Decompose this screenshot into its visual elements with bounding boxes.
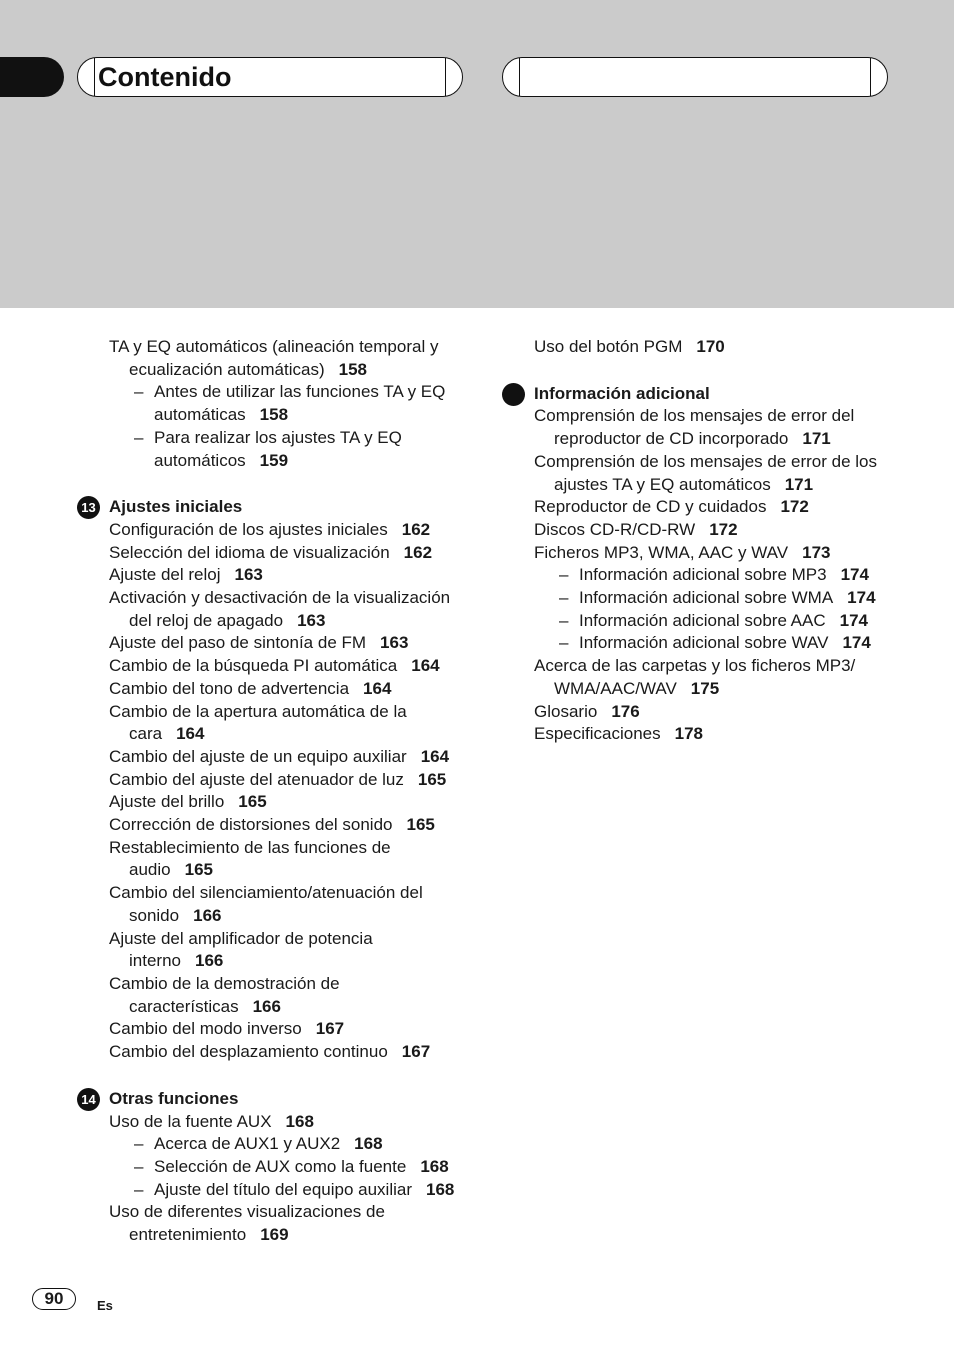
toc-entry-page: 165 xyxy=(406,815,435,835)
section-title: Otras funciones xyxy=(109,1088,239,1108)
toc-entry-page: 174 xyxy=(840,565,869,585)
toc-entry xyxy=(534,587,894,610)
toc-entry-page: 165 xyxy=(184,860,213,880)
toc-entry-text: Cambio de la búsqueda PI automática xyxy=(109,656,398,676)
toc-entry xyxy=(109,381,469,426)
dash-bullet: – xyxy=(559,633,569,653)
toc-entry-text: Glosario xyxy=(534,701,598,721)
toc-entry-text: Cambio del ajuste del atenuador de luz xyxy=(109,769,404,789)
toc-entry xyxy=(109,701,469,746)
toc-entry-text: Ajuste del título del equipo auxiliar xyxy=(154,1179,412,1199)
dash-bullet: – xyxy=(134,1134,144,1154)
language-code: Es xyxy=(97,1298,113,1313)
toc-entry-text: Discos CD-R/CD-RW xyxy=(534,519,696,539)
toc-entry xyxy=(109,837,469,882)
toc-entry xyxy=(534,336,894,359)
toc-entry xyxy=(534,655,894,700)
toc-entry-page: 168 xyxy=(426,1179,455,1199)
toc-entry-page: 168 xyxy=(285,1111,314,1131)
toc-entry-text: Especificaciones xyxy=(534,724,661,744)
toc-entry xyxy=(109,564,469,587)
toc-entry xyxy=(109,1018,469,1041)
toc-entry-page: 163 xyxy=(234,565,263,585)
toc-entry xyxy=(109,336,469,381)
toc-section-15-items xyxy=(534,405,894,746)
toc-entry xyxy=(534,496,894,519)
toc-entry xyxy=(534,405,894,450)
toc-entry-text: Información adicional sobre WAV xyxy=(579,633,829,653)
toc-entry-text: TA y EQ automáticos (alineación temporal y ecualización automáticas) xyxy=(109,337,439,379)
page-title: Contenido xyxy=(98,62,232,92)
toc-entry-page: 170 xyxy=(696,337,725,356)
toc-entry xyxy=(534,519,894,542)
toc-entry xyxy=(534,632,894,655)
toc-entry xyxy=(109,632,469,655)
toc-entry-page: 168 xyxy=(354,1134,383,1154)
toc-entry xyxy=(109,1156,469,1179)
toc-entry xyxy=(534,564,894,587)
toc-entry-page: 159 xyxy=(259,450,289,470)
toc-entry-page: 175 xyxy=(690,678,720,698)
toc-entry-text: Selección del idioma de visualización xyxy=(109,542,390,562)
toc-entry xyxy=(109,519,469,542)
toc-entry xyxy=(534,610,894,633)
toc-entry-page: 174 xyxy=(847,588,876,608)
section-tab-marker xyxy=(0,57,64,97)
section-heading-informacion-adicional xyxy=(534,383,894,406)
dash-bullet: – xyxy=(559,610,569,630)
toc-entry-page: 158 xyxy=(338,359,367,379)
toc-entry-page: 171 xyxy=(802,429,831,449)
toc-entry-page: 167 xyxy=(401,1042,431,1062)
section-title: Información adicional xyxy=(534,383,710,403)
toc-right-intro xyxy=(534,336,894,359)
toc-entry xyxy=(109,1179,469,1202)
toc-entry-page: 174 xyxy=(839,610,869,630)
toc-entry-text: Cambio del ajuste de un equipo auxiliar xyxy=(109,746,407,766)
toc-entry xyxy=(109,542,469,565)
section-heading-ajustes-iniciales xyxy=(81,496,469,519)
toc-entry-text: Uso de diferentes visualizaciones de entretenimiento xyxy=(109,1202,385,1245)
page-number: 90 xyxy=(32,1288,76,1310)
toc-entry-text: Cambio del modo inverso xyxy=(109,1019,302,1039)
toc-entry-text: Ajuste del brillo xyxy=(109,792,225,812)
toc-entry xyxy=(534,723,894,746)
toc-entry xyxy=(109,746,469,769)
toc-entry-page: 173 xyxy=(802,542,831,562)
toc-entry xyxy=(109,1133,469,1156)
toc-entry-page: 163 xyxy=(297,610,326,630)
toc-entry-text: Ajuste del paso de sintonía de FM xyxy=(109,633,367,653)
toc-entry-text: Información adicional sobre WMA xyxy=(579,588,834,608)
toc-entry-page: 174 xyxy=(842,633,871,653)
toc-entry xyxy=(109,882,469,927)
toc-section-14-items xyxy=(109,1111,469,1247)
toc-entry-page: 164 xyxy=(363,678,392,698)
section-number-badge: 14 xyxy=(77,1088,100,1111)
toc-entry-text: Cambio de la demostración de características xyxy=(109,973,340,1016)
toc-entry-text: Cambio del silenciamiento/atenuación del sonido xyxy=(109,883,423,925)
toc-entry xyxy=(534,542,894,565)
toc-entry-text: Activación y desactivación de la visualización del reloj de apagado xyxy=(109,588,451,630)
toc-entry-text: Para realizar los ajustes TA y EQ automáticos xyxy=(154,427,402,470)
toc-entry xyxy=(109,791,469,814)
toc-entry-page: 167 xyxy=(315,1019,345,1039)
toc-left-column xyxy=(81,336,469,1247)
toc-entry-text: Acerca de las carpetas y los ficheros MP3/ WMA/AAC/WAV xyxy=(534,656,856,698)
toc-entry xyxy=(109,973,469,1018)
toc-entry-text: Comprensión de los mensajes de error del reproductor de CD incorporado xyxy=(534,406,855,449)
toc-entry-page: 165 xyxy=(238,792,267,812)
dash-bullet: – xyxy=(134,1156,144,1176)
toc-entry-page: 164 xyxy=(176,724,205,744)
toc-entry-page: 162 xyxy=(401,519,431,539)
toc-entry-text: Ajuste del reloj xyxy=(109,565,221,585)
toc-entry xyxy=(109,928,469,973)
toc-section-13-items xyxy=(109,519,469,1064)
toc-entry-text: Reproductor de CD y cuidados xyxy=(534,497,767,517)
toc-right-column xyxy=(534,336,894,746)
toc-entry-text: Ajuste del amplificador de potencia interno xyxy=(109,928,373,971)
toc-entry xyxy=(534,451,894,496)
toc-entry-page: 176 xyxy=(611,701,640,721)
toc-entry-page: 172 xyxy=(780,497,809,517)
toc-entry xyxy=(534,701,894,724)
toc-entry-text: Configuración de los ajustes iniciales xyxy=(109,519,388,539)
toc-entry-page: 178 xyxy=(674,724,703,744)
toc-entry-page: 166 xyxy=(194,951,224,971)
toc-entry-text: Cambio del desplazamiento continuo xyxy=(109,1042,388,1062)
toc-left-intro xyxy=(109,336,469,472)
toc-entry-page: 164 xyxy=(411,656,440,676)
header-band xyxy=(0,0,954,308)
title-box xyxy=(77,57,463,97)
toc-entry-text: Uso de la fuente AUX xyxy=(109,1111,272,1131)
toc-entry-page: 171 xyxy=(784,474,814,494)
toc-entry-text: Comprensión de los mensajes de error de los ajustes TA y EQ automáticos xyxy=(534,451,878,494)
toc-entry-page: 165 xyxy=(417,769,447,789)
section-number-badge: 13 xyxy=(77,496,100,519)
dash-bullet: – xyxy=(134,1179,144,1199)
toc-entry-text: Selección de AUX como la fuente xyxy=(154,1156,407,1176)
toc-entry xyxy=(109,587,469,632)
toc-entry-text: Ficheros MP3, WMA, AAC y WAV xyxy=(534,542,789,562)
dash-bullet: – xyxy=(559,565,569,585)
toc-entry-text: Información adicional sobre AAC xyxy=(579,610,826,630)
toc-entry xyxy=(109,678,469,701)
toc-entry-page: 163 xyxy=(380,633,409,653)
toc-entry-page: 158 xyxy=(259,405,289,425)
toc-entry-page: 162 xyxy=(403,542,433,562)
toc-entry-page: 164 xyxy=(420,746,450,766)
toc-entry-page: 166 xyxy=(252,996,281,1016)
toc-entry-text: Antes de utilizar las funciones TA y EQ automáticas xyxy=(154,382,446,425)
toc-entry xyxy=(109,1201,469,1246)
toc-entry-page: 168 xyxy=(420,1156,449,1176)
toc-entry-page: 169 xyxy=(260,1225,289,1245)
toc-entry-page: 166 xyxy=(193,905,222,925)
toc-entry-text: Cambio de la apertura automática de la cara xyxy=(109,701,407,744)
dash-bullet: – xyxy=(559,588,569,608)
toc-entry-text: Información adicional sobre MP3 xyxy=(579,565,827,585)
toc-entry xyxy=(109,427,469,472)
section-heading-otras-funciones xyxy=(81,1088,469,1111)
toc-entry-text: Cambio del tono de advertencia xyxy=(109,678,350,698)
toc-entry xyxy=(109,1111,469,1134)
toc-entry-text: Acerca de AUX1 y AUX2 xyxy=(154,1134,341,1154)
section-number-badge xyxy=(502,383,525,406)
section-title: Ajustes iniciales xyxy=(109,497,243,517)
toc-entry xyxy=(109,655,469,678)
dash-bullet: – xyxy=(134,382,144,402)
toc-entry-text: Uso del botón PGM xyxy=(534,337,683,356)
toc-entry xyxy=(109,1041,469,1064)
toc-entry xyxy=(109,769,469,792)
toc-entry-text: Corrección de distorsiones del sonido xyxy=(109,815,393,835)
toc-entry xyxy=(109,814,469,837)
empty-header-box xyxy=(502,57,888,97)
dash-bullet: – xyxy=(134,427,144,447)
toc-entry-page: 172 xyxy=(709,519,738,539)
toc-entry-text: Restablecimiento de las funciones de audio xyxy=(109,837,391,880)
